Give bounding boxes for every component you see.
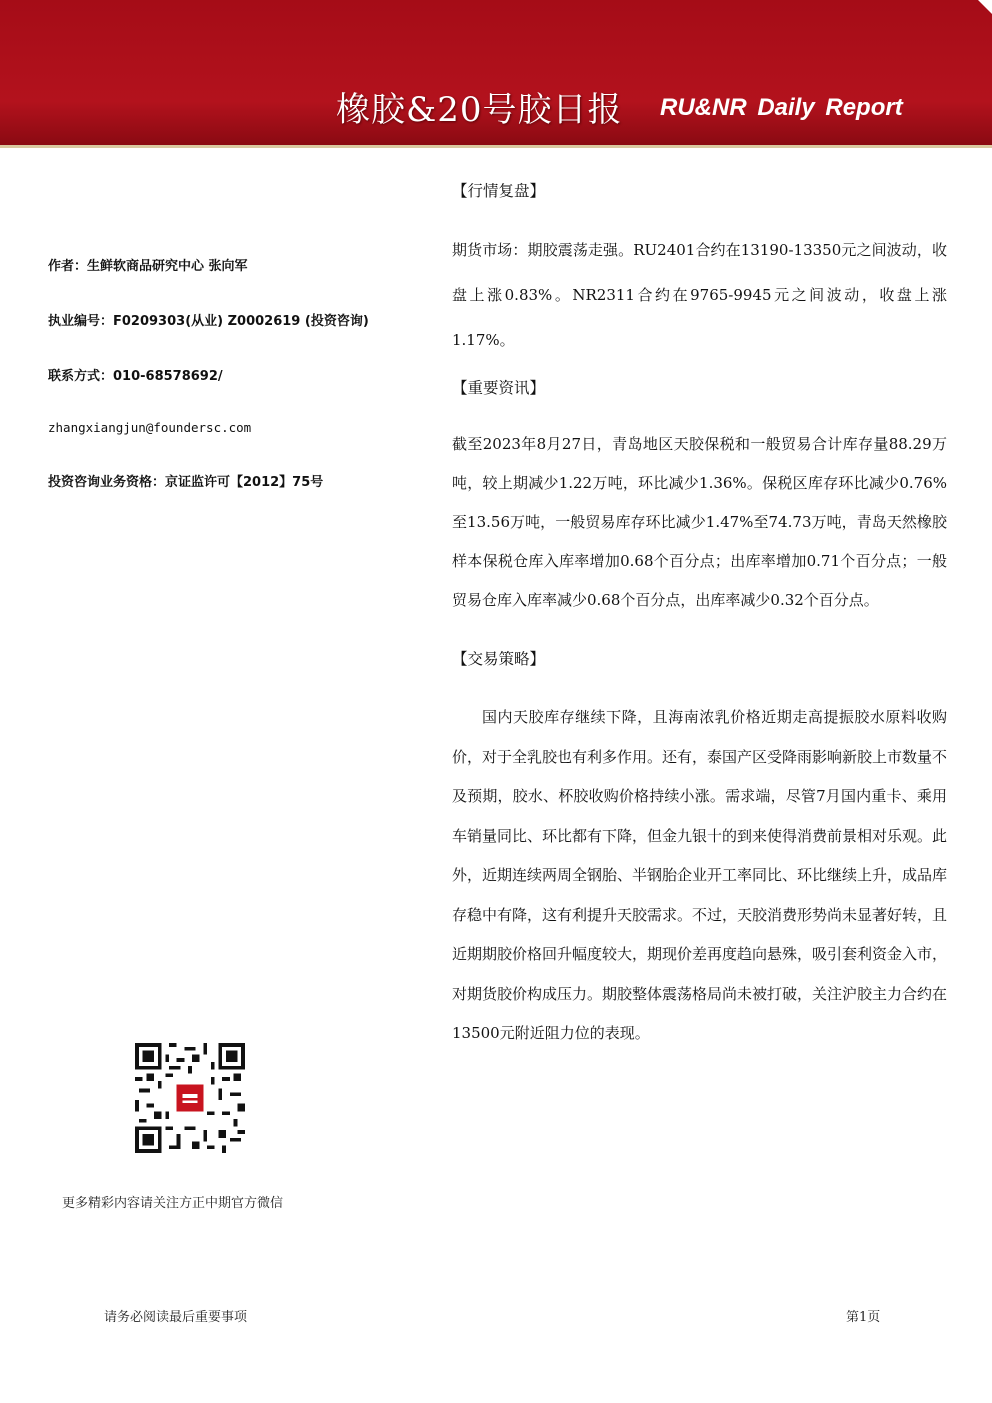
author-info-panel <box>48 255 428 526</box>
section-text-strategy: 国内天胶库存继续下降，且海南浓乳价格近期走高提振胶水原料收购价，对于全乳胶也有利多作用。还有，泰国产区受降雨影响新胶上市数量不及预期，胶水、杯胶收购价格持续小涨。需求端，尽管7月国内重卡、乘用车销量同比、环比都有下降，但金九银十的到来使得消费前景相对乐观。此外，近期连续两周全钢胎、半钢胎企业开工率同比、环比继续上升，成品库存稳中有降，这有利提升天胶需求。不过，天胶消费形势尚未显著好转，且近期期胶价格回升幅度较大，期现价差再度趋向悬殊，吸引套利资金入市，对期货胶价构成压力。期胶整体震荡格局尚未被打破，关注沪胶主力合约在13500元附近阻力位的表现。 <box>452 708 948 1042</box>
license-line: 执业编号：F0209303(从业) Z0002619 (投资咨询) <box>48 314 369 329</box>
section-text-key-news: 截至2023年8月27日，青岛地区天胶保税和一般贸易合计库存量88.29万吨，较上期减少1.22万吨，环比减少1.36%。保税区库存环比减少0.76%至13.56万吨，一般贸易库存环比减少1.47%至74.73万吨，青岛天然橡胶样本保税仓库入库率增加0.68个百分点；出库率增加0.71个百分点；一般贸易仓库入库率减少0.68个百分点，出库率减少0.32个百分点。 <box>452 435 947 609</box>
section-text-market-review: 期货市场：期胶震荡走强。RU2401合约在13190-13350元之间波动，收盘上涨0.83%。NR2311合约在9765-9945元之间波动，收盘上涨1.17%。 <box>452 241 947 349</box>
contact-line: 联系方式：010-68578692/ <box>48 369 223 384</box>
report-title-cn: 橡胶&20号胶日报 <box>336 90 623 130</box>
footer-page-number: 第1页 <box>846 1310 881 1325</box>
author-line: 作者：生鲜软商品研究中心 张向军 <box>48 259 248 274</box>
section-heading-key-news: 【重要资讯】 <box>452 379 546 397</box>
section-heading-market-review: 【行情复盘】 <box>452 182 546 200</box>
wechat-qr-code <box>135 1043 245 1153</box>
page-fold-corner <box>978 0 992 14</box>
email-link[interactable]: zhangxiangjun@foundersc.com <box>48 420 252 435</box>
report-title-en: RU&NR Daily Report <box>660 94 903 121</box>
header-banner <box>0 0 992 148</box>
qr-caption: 更多精彩内容请关注方正中期官方微信 <box>62 1196 284 1211</box>
qualification-line: 投资咨询业务资格：京证监许可【2012】75号 <box>48 475 324 490</box>
report-body <box>452 176 947 1054</box>
footer-notice: 请务必阅读最后重要事项 <box>104 1310 248 1325</box>
section-heading-strategy: 【交易策略】 <box>452 650 546 668</box>
